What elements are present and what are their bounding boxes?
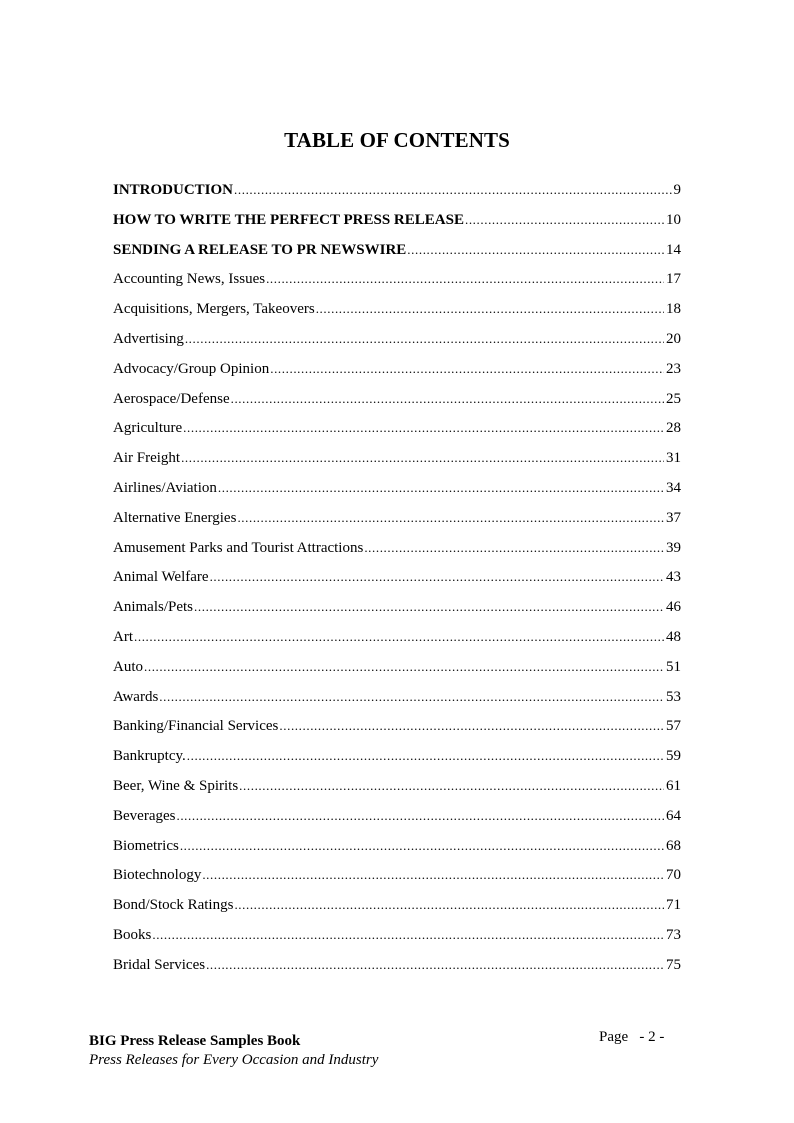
- toc-entry-page-number: 10: [666, 211, 681, 228]
- toc-entry-page-number: 14: [666, 241, 681, 258]
- toc-entry-title: Art: [113, 628, 133, 645]
- toc-entry-page-number: 73: [666, 926, 681, 943]
- dot-leader: [181, 450, 664, 467]
- toc-entry[interactable]: [113, 897, 681, 927]
- toc-entry[interactable]: [113, 391, 681, 421]
- page-label: Page: [599, 1029, 629, 1045]
- toc-entry[interactable]: [113, 927, 681, 957]
- toc-entry-title: Advocacy/Group Opinion: [113, 360, 270, 377]
- toc-entry-title: Acquisitions, Mergers, Takeovers: [113, 301, 315, 318]
- toc-entry-page-number: 37: [666, 509, 681, 526]
- toc-entry[interactable]: [113, 301, 681, 331]
- toc-entry[interactable]: [113, 361, 681, 391]
- toc-entry[interactable]: [113, 271, 681, 301]
- dot-leader: [194, 599, 664, 616]
- dot-leader: [407, 242, 664, 259]
- footer-tagline: Press Releases for Every Occasion and Industry: [89, 1052, 379, 1068]
- toc-entry-page-number: 18: [666, 301, 681, 318]
- toc-entry-page-number: 46: [666, 599, 681, 616]
- toc-entry-page-number: 53: [666, 688, 681, 705]
- toc-entry-page-number: 68: [666, 837, 681, 854]
- toc-entry-title: Amusement Parks and Tourist Attractions: [113, 539, 364, 556]
- toc-entry-page-number: 48: [666, 628, 681, 645]
- toc-entry-title: Aerospace/Defense: [113, 390, 230, 407]
- toc-entry[interactable]: [113, 569, 681, 599]
- toc-entry-page-number: 39: [666, 539, 681, 556]
- toc-entry-title: Books: [113, 926, 152, 943]
- toc-entry[interactable]: [113, 510, 681, 540]
- toc-entry-title: Accounting News, Issues: [113, 271, 266, 288]
- toc-entry[interactable]: [113, 957, 681, 987]
- dot-leader: [237, 510, 664, 527]
- toc-entry-page-number: 25: [666, 390, 681, 407]
- toc-entry-title: Alternative Energies: [113, 509, 237, 526]
- toc-entry-title: Bridal Services: [113, 956, 206, 973]
- toc-entry[interactable]: [113, 689, 681, 719]
- toc-entry[interactable]: [113, 659, 681, 689]
- dot-leader: [183, 420, 664, 437]
- toc-entry-page-number: 28: [666, 420, 681, 437]
- toc-entry[interactable]: [113, 212, 681, 242]
- dot-leader: [465, 212, 664, 229]
- dot-leader: [270, 361, 664, 378]
- dot-leader: [176, 808, 664, 825]
- page-number: [599, 1029, 664, 1046]
- toc-entry-page-number: 23: [666, 360, 681, 377]
- toc-entry[interactable]: [113, 778, 681, 808]
- footer-book-title: BIG Press Release Samples Book: [89, 1033, 301, 1049]
- dot-leader: [159, 689, 664, 706]
- toc-entry-page-number: 43: [666, 569, 681, 586]
- toc-entry-title: Bond/Stock Ratings: [113, 897, 234, 914]
- dot-leader: [152, 927, 664, 944]
- dot-leader: [187, 748, 664, 765]
- dot-leader: [134, 629, 664, 646]
- toc-entry-title: Animal Welfare: [113, 569, 209, 586]
- toc-entry-page-number: 9: [673, 182, 681, 198]
- dot-leader: [234, 182, 671, 199]
- dot-leader: [266, 271, 664, 288]
- toc-entry-page-number: 70: [666, 867, 681, 884]
- footer-branding: [89, 1032, 378, 1070]
- toc-entry-title: Beer, Wine & Spirits: [113, 777, 239, 794]
- toc-entry-page-number: 75: [666, 956, 681, 973]
- toc-entry[interactable]: [113, 420, 681, 450]
- toc-entry-page-number: 51: [666, 658, 681, 675]
- table-of-contents: [113, 182, 681, 987]
- toc-entry-title: Airlines/Aviation: [113, 479, 217, 496]
- toc-entry[interactable]: [113, 242, 681, 272]
- toc-entry[interactable]: [113, 182, 681, 212]
- toc-entry-page-number: 71: [666, 897, 681, 914]
- dot-leader: [316, 301, 664, 318]
- toc-entry-title: Agriculture: [113, 420, 183, 437]
- dot-leader: [231, 391, 664, 408]
- dot-leader: [185, 331, 664, 348]
- dot-leader: [218, 480, 664, 497]
- toc-entry-title: Bankruptcy.: [113, 748, 186, 765]
- toc-entry-page-number: 64: [666, 807, 681, 824]
- toc-entry-title: Air Freight: [113, 450, 181, 467]
- toc-entry-page-number: 31: [666, 450, 681, 467]
- toc-entry-page-number: 34: [666, 479, 681, 496]
- toc-entry-title: Banking/Financial Services: [113, 718, 279, 735]
- toc-entry[interactable]: [113, 838, 681, 868]
- dot-leader: [180, 838, 664, 855]
- page-number-value: - 2 -: [639, 1029, 665, 1045]
- toc-entry-page-number: 20: [666, 330, 681, 347]
- toc-entry-title: Biotechnology: [113, 867, 202, 884]
- dot-leader: [202, 867, 664, 884]
- toc-entry-page-number: 61: [666, 777, 681, 794]
- toc-entry-title: Advertising: [113, 330, 184, 347]
- dot-leader: [364, 540, 664, 557]
- toc-entry-title: SENDING A RELEASE TO PR NEWSWIRE: [113, 241, 407, 258]
- toc-entry-title: Biometrics: [113, 837, 179, 854]
- toc-entry[interactable]: [113, 450, 681, 480]
- toc-entry-page-number: 59: [666, 748, 681, 765]
- toc-entry-title: Auto: [113, 658, 143, 675]
- toc-entry[interactable]: [113, 718, 681, 748]
- toc-entry[interactable]: [113, 331, 681, 361]
- toc-entry[interactable]: [113, 480, 681, 510]
- toc-entry[interactable]: [113, 629, 681, 659]
- page-title: TABLE OF CONTENTS: [284, 128, 510, 152]
- toc-entry-title: Animals/Pets: [113, 599, 194, 616]
- toc-entry[interactable]: [113, 808, 681, 838]
- toc-entry[interactable]: [113, 867, 681, 897]
- toc-entry[interactable]: [113, 748, 681, 778]
- dot-leader: [206, 957, 664, 974]
- toc-entry[interactable]: [113, 540, 681, 570]
- toc-entry-title: Beverages: [113, 807, 176, 824]
- dot-leader: [210, 569, 664, 586]
- toc-entry[interactable]: [113, 599, 681, 629]
- dot-leader: [239, 778, 664, 795]
- toc-entry-title: INTRODUCTION: [113, 182, 234, 198]
- toc-entry-title: HOW TO WRITE THE PERFECT PRESS RELEASE: [113, 211, 464, 228]
- dot-leader: [144, 659, 664, 676]
- toc-entry-title: Awards: [113, 688, 159, 705]
- toc-entry-page-number: 17: [666, 271, 681, 288]
- toc-entry-page-number: 57: [666, 718, 681, 735]
- dot-leader: [279, 718, 664, 735]
- dot-leader: [234, 897, 664, 914]
